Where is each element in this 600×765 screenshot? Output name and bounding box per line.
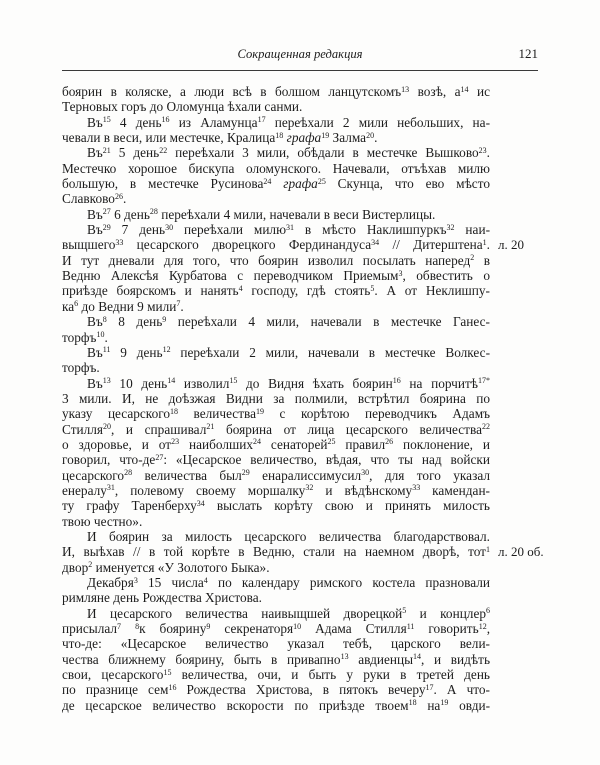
text-line: И тут дневали для того, что боярин изволил посылать наперед$^2$ в: [62, 252, 490, 268]
folio-margin-note: л. 20: [498, 237, 524, 253]
text-line: говорил, что-$де^{27}$: «Цесарское величество, вѣдая, что ты над войски: [62, 452, 490, 468]
text-line: торфъ$^{10}$.: [62, 329, 108, 345]
text-line: $Въ^{13}$ 10 день$^{14}$ изволил$^{15}$ до Видня ѣхать боярин$^{16}$ на порчитѣ$^{17*}$: [87, 375, 490, 391]
text-line: $Въ^8$ 8 день$^9$ переѣхали 4 мили, начевали в местечке Ганес-: [87, 314, 490, 330]
text-line: двор$^2$ именуется «У Золотого Быка».: [62, 559, 270, 575]
text-line: приѣзде боярскомъ и нанять$^4$ господу, гдѣ стоять$^5$. А от Неклишпу-: [62, 283, 490, 299]
text-line: И, выѣхав // в той корѣте в Ведню, стали на наемном дворѣ, тот$^1$ л. 20 об.: [62, 544, 544, 560]
text-line: $ка^6$ до Ведни 9 мили$^7$.: [62, 298, 184, 314]
text-line: ту графу Таренберху$^{34}$ выслать корѣту свою и принять милость: [62, 498, 490, 514]
folio-margin-note: л. 20 об.: [498, 544, 544, 560]
text-line: присылал$^7$ $^8$к боярину$^9$ секренаторя$^{10}$ Адама Стилля$^{11}$ говорить$^{12}$,: [62, 621, 491, 637]
text-line: енералу$^{31}$, полевому своему моршалку$^{32}$ и вѣдѣнскому$^{33}$ камендан-: [62, 482, 490, 498]
text-line: боярин в коляске, а люди всѣ в болшом ланцутскомъ$^{13}$ возѣ, $а^{14}$ ис: [62, 84, 490, 99]
text-line: большую, в местечке Русинова$^{24}$ графа$^{25}$ Скунца, что ево мѣсто: [62, 176, 490, 192]
page-number: 121: [518, 46, 538, 61]
text-line: $Въ^{21}$ 5 день$^{22}$ переѣхали 3 мили, обѣдали в местечке Вышково$^{23}$.: [87, 145, 490, 161]
text-line: $Въ^{11}$ 9 день$^{12}$ переѣхали 2 мили, начевали в местечке Волкес-: [87, 344, 490, 360]
text-line: выщшего$^{33}$ цесарского дворецкого Фердинандуса$^{34}$ // Дитерштена$^1$. л. 20: [62, 237, 524, 253]
header-rule: [62, 70, 538, 71]
text-line: Декабря$^3$ 15 числа$^4$ по календару римского костела празновали: [87, 575, 490, 590]
text-line: Местечко хорошое бискупа оломунского. Начевали, отъѣхав милю: [62, 160, 490, 176]
text-line: чества ближнему боярину, быть в привапно$^{13}$ авдиенцы$^{14}$, и видѣть: [62, 651, 491, 667]
text-line: $Въ^{27}$ 6 день$^{28}$ переѣхали 4 мили, начевали в веси Вистерлицы.: [87, 206, 436, 222]
text-line: 3 мили. И, не доѣзжая Видни за полмили, встрѣтил боярина по: [62, 390, 490, 406]
text-line: о здоровье, и $от^{23}$ наиболших$^{24}$ сенаторей$^{25}$ правил$^{26}$ поклонение, и: [62, 436, 491, 452]
text-line: И боярин за милость цесарского величества благодарствовал.: [87, 528, 490, 544]
text-line: указу цесарского$^{18}$ величества$^{19}$ с корѣтою переводчикъ Адамъ: [62, 406, 490, 422]
text-line: И цесарского величества наивыщшей дворецкой$^5$ и концлер$^6$: [87, 605, 490, 621]
text-line: торфъ.: [62, 360, 100, 376]
text-block: [62, 84, 544, 713]
text-line: твою честно».: [62, 513, 143, 529]
text-line: Стилля$^{20}$, и спрашивал$^{21}$ боярина от лица цесарского величества$^{22}$: [62, 421, 490, 437]
text-line: чевали в веси, или местечке, Кралица$^{18}$ графа$^{19}$ Залма$^{20}$.: [62, 130, 378, 146]
text-line: Славково$^{26}$.: [62, 191, 127, 207]
text-line: Ведню Алексѣя Курбатова с переводчиком Приемым$^3$, обвестить о: [62, 268, 491, 284]
text-line: свои, цесарского$^{15}$ величества, очи, и быть у руки в третей день: [62, 667, 490, 683]
text-line: что-де: «Цесарское величество указал тебѣ, царского вели-: [62, 636, 490, 652]
text-line: де цесарское величество вскорости по приѣзде твоем$^{18}$ $на^{19}$ овди-: [62, 697, 491, 713]
running-title: Сокращенная редакция: [237, 47, 363, 61]
text-line: цесарского$^{28}$ величества был$^{29}$ енаралиссимусил$^{30}$, для того указал: [62, 467, 490, 483]
text-line: $Въ^{15}$ 4 день$^{16}$ из Аламунца$^{17}$ переѣхали 2 мили небольших, на-: [87, 114, 490, 130]
text-line: $Въ^{29}$ 7 день$^{30}$ переѣхали милю$^{31}$ в мѣсто Наклишпуркъ$^{32}$ наи-: [87, 222, 490, 238]
text-line: Терновых горъ до Оломунца ѣхали санми.: [62, 99, 303, 115]
text-line: по празнице сем$^{16}$ Рождества Христова, в пятокъ вечеру$^{17}$. А что-: [62, 682, 490, 698]
text-line: римляне день Рождества Христова.: [62, 590, 262, 606]
